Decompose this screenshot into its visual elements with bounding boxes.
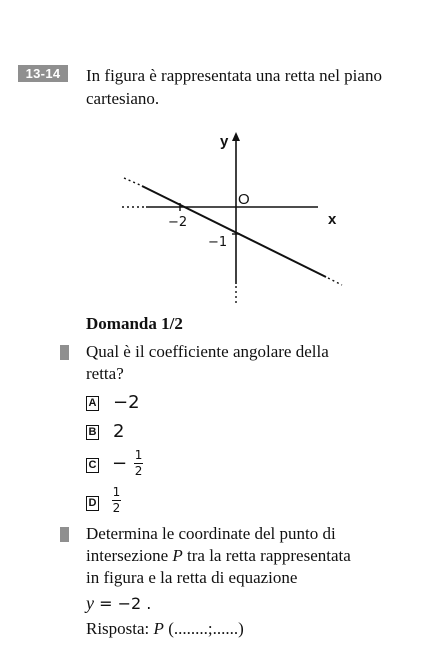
line-dotted-end	[328, 278, 342, 285]
option-c-box[interactable]: C	[86, 458, 99, 473]
y-axis-arrow	[232, 132, 240, 141]
option-c-sign: −	[112, 453, 128, 474]
y-intercept-label: −1	[208, 235, 228, 250]
question2-line2-pre: intersezione	[86, 546, 173, 565]
question1-heading: Domanda 1/2	[86, 314, 183, 333]
exercise-number-badge: 13-14	[18, 65, 68, 82]
question2-line2-post: tra la retta rappresentata	[182, 546, 351, 565]
x-intercept-label: −2	[168, 215, 188, 230]
y-axis-label: y	[220, 133, 229, 150]
option-b-box[interactable]: B	[86, 425, 99, 440]
option-a-value: −2	[113, 392, 140, 413]
option-c-fraction	[134, 449, 143, 478]
question2-marker	[60, 527, 69, 542]
option-d-fraction	[112, 486, 121, 515]
answer-blank[interactable]: (........;......)	[163, 619, 244, 638]
option-d-box[interactable]: D	[86, 496, 99, 511]
option-b-value: 2	[113, 421, 125, 442]
option-c-value	[112, 449, 143, 478]
option-c-denominator: 2	[134, 464, 143, 478]
line-dotted-start	[124, 178, 140, 185]
question1-text-line2: retta?	[86, 364, 124, 383]
question2-line3: in figura e la retta di equazione	[86, 568, 298, 587]
question2-equation	[86, 592, 416, 615]
graph-line	[142, 186, 326, 277]
answer-point-var: P	[153, 619, 164, 638]
question1-marker	[60, 345, 69, 360]
question2-text	[86, 523, 416, 640]
option-d-numerator: 1	[112, 485, 121, 499]
origin-label: O	[238, 191, 250, 208]
exercise-intro: In figura è rappresentata una retta nel piano cartesiano.	[86, 66, 382, 108]
question2-point-var: P	[172, 546, 183, 565]
question1-text	[86, 341, 329, 385]
question2-line1: Determina le coordinate del punto di	[86, 524, 336, 543]
option-d-denominator: 2	[112, 501, 121, 515]
question1-text-line1: Qual è il coefficiente angolare della	[86, 342, 329, 361]
question2-line2	[86, 545, 416, 567]
cartesian-graph	[118, 128, 348, 308]
option-d-value	[112, 486, 121, 515]
equation-variable: y	[86, 593, 94, 613]
answer-label: Risposta:	[86, 619, 154, 638]
option-c-numerator: 1	[134, 448, 143, 462]
x-axis-label: x	[328, 211, 337, 228]
answer-line[interactable]	[86, 618, 416, 640]
option-a-box[interactable]: A	[86, 396, 99, 411]
equation-rest: = −2 .	[94, 594, 152, 613]
